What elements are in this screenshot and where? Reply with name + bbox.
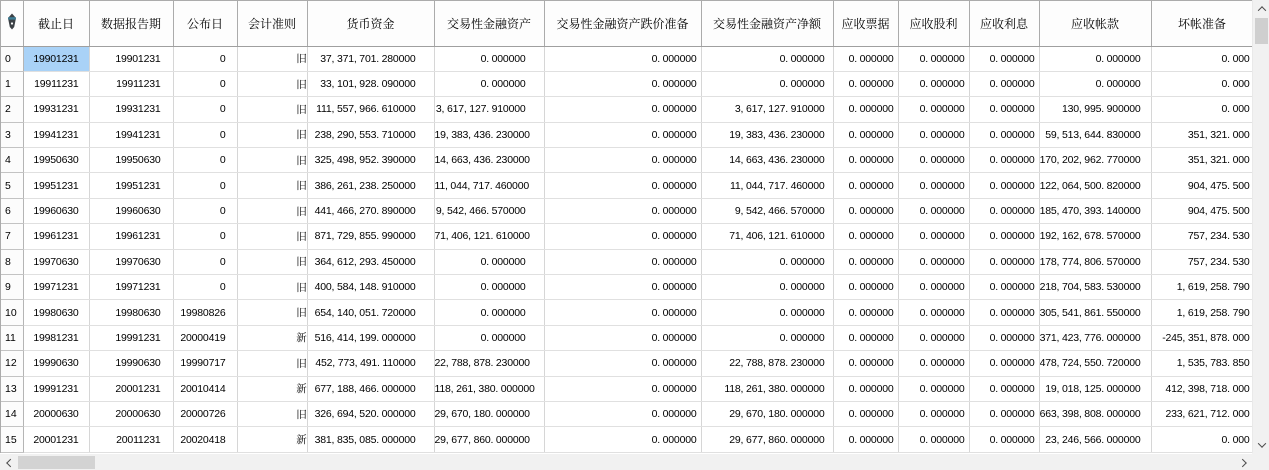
grid-cell[interactable]: 0. 000000 [969,275,1039,300]
grid-cell[interactable]: 0. 000000 [833,122,898,147]
row-header[interactable]: 2 [1,97,23,122]
grid-cell[interactable]: 19981231 [23,325,89,350]
grid-cell[interactable]: 3, 617, 127. 910000 [701,97,833,122]
grid-cell[interactable]: 旧 [237,300,307,325]
grid-cell[interactable]: 0. 000000 [701,249,833,274]
grid-cell[interactable]: 130, 995. 900000 [1039,97,1151,122]
grid-cell[interactable]: 20000726 [173,401,237,426]
row-header[interactable]: 0 [1,46,23,71]
grid-cell[interactable]: 0. 000000 [969,376,1039,401]
table-row [1,148,1252,173]
grid-cell[interactable]: 0. 000000 [833,46,898,71]
grid-cell[interactable]: 0. 000000 [544,224,701,249]
grid-cell[interactable]: 0 [173,148,237,173]
data-table [1,1,1252,453]
grid-cell[interactable]: 0. 000000 [544,148,701,173]
grid-cell[interactable]: 71, 406, 121. 610000 [701,224,833,249]
grid-cell[interactable]: 59, 513, 644. 830000 [1039,122,1151,147]
grid-cell[interactable]: 20000630 [89,401,173,426]
grid-cell[interactable]: 19931231 [23,97,89,122]
grid-cell[interactable]: 旧 [237,122,307,147]
grid-cell[interactable]: 170, 202, 962. 770000 [1039,148,1151,173]
grid-cell[interactable]: 0. 000000 [969,401,1039,426]
grid-cell[interactable]: 19990630 [23,351,89,376]
grid-cell[interactable]: 19950630 [89,148,173,173]
grid-cell[interactable]: 0. 000 [1151,46,1252,71]
row-header[interactable]: 3 [1,122,23,147]
grid-cell[interactable]: 677, 188, 466. 000000 [307,376,434,401]
grid-cell[interactable]: 20001231 [89,376,173,401]
grid-cell[interactable]: 0. 000000 [969,148,1039,173]
grid-cell[interactable]: 20011231 [89,427,173,452]
grid-cell[interactable]: 0. 000000 [969,46,1039,71]
grid-cell[interactable]: 19951231 [23,173,89,198]
grid-cell[interactable]: 0. 000000 [544,275,701,300]
grid-cell[interactable]: 19970630 [23,249,89,274]
table-row [1,173,1252,198]
grid-cell[interactable]: 19971231 [89,275,173,300]
grid-cell[interactable]: 19, 018, 125. 000000 [1039,376,1151,401]
grid-cell[interactable]: 0. 000000 [544,300,701,325]
grid-cell[interactable]: 3, 617, 127. 910000 [434,97,544,122]
grid-cell[interactable]: 441, 466, 270. 890000 [307,198,434,223]
column-header[interactable]: 应收票据 [833,1,898,46]
grid-cell[interactable]: 218, 704, 583. 530000 [1039,275,1151,300]
vertical-scrollbar-thumb[interactable] [1255,18,1268,44]
grid-cell[interactable]: 305, 541, 861. 550000 [1039,300,1151,325]
grid-cell[interactable]: 757, 234. 530 [1151,224,1252,249]
grid-cell[interactable]: 14, 663, 436. 230000 [434,148,544,173]
row-header[interactable]: 9 [1,275,23,300]
grid-cell[interactable]: 0. 000000 [898,224,969,249]
table-row [1,401,1252,426]
grid-cell[interactable]: 20001231 [23,427,89,452]
header-row [1,1,1252,46]
scroll-right-button[interactable] [1235,454,1252,470]
column-header[interactable]: 数据报告期 [89,1,173,46]
column-header[interactable]: 应收股利 [898,1,969,46]
grid-cell[interactable]: 新 [237,376,307,401]
grid-cell[interactable]: 0. 000000 [544,46,701,71]
grid-cell[interactable]: 0 [173,46,237,71]
grid-cell[interactable]: 0. 000000 [701,275,833,300]
column-header[interactable]: 交易性金融资产跌价准备 [544,1,701,46]
grid-cell[interactable]: 351, 321. 000 [1151,122,1252,147]
grid-cell[interactable]: 20000419 [173,325,237,350]
grid-cell[interactable]: 0. 000000 [898,97,969,122]
grid-cell[interactable]: 0 [173,275,237,300]
column-header[interactable]: 货币资金 [307,1,434,46]
grid-cell[interactable]: 0. 000000 [969,325,1039,350]
grid-cell[interactable]: 19990630 [89,351,173,376]
grid-cell[interactable]: 400, 584, 148. 910000 [307,275,434,300]
grid-cell[interactable]: 1, 535, 783. 850 [1151,351,1252,376]
row-header[interactable]: 5 [1,173,23,198]
grid-cell[interactable]: 0. 000000 [544,97,701,122]
grid-cell[interactable]: 326, 694, 520. 000000 [307,401,434,426]
scroll-down-button[interactable] [1253,436,1269,453]
grid-cell[interactable]: 0. 000000 [898,249,969,274]
grid-cell[interactable]: 19911231 [23,71,89,96]
grid-cell[interactable]: 0. 000000 [969,351,1039,376]
grid-cell[interactable]: 旧 [237,97,307,122]
grid-cell[interactable]: 29, 677, 860. 000000 [701,427,833,452]
column-header[interactable]: 截止日 [23,1,89,46]
grid-cell[interactable]: 19990717 [173,351,237,376]
grid-cell[interactable]: 118, 261, 380. 000000 [434,376,544,401]
grid-cell[interactable]: 0. 000000 [833,427,898,452]
grid-cell[interactable]: 0. 000000 [898,300,969,325]
row-header[interactable]: 7 [1,224,23,249]
grid-cell[interactable]: 19960630 [23,198,89,223]
grid-cell[interactable]: 19941231 [23,122,89,147]
grid-cell[interactable]: 0. 000000 [833,97,898,122]
grid-cell[interactable]: 0. 000000 [898,325,969,350]
grid-cell[interactable]: 111, 557, 966. 610000 [307,97,434,122]
table-row [1,71,1252,96]
grid-cell[interactable]: 0. 000000 [833,198,898,223]
grid-cell[interactable]: 9, 542, 466. 570000 [434,198,544,223]
grid-cell[interactable]: 0. 000000 [833,173,898,198]
column-header[interactable]: 交易性金融资产 [434,1,544,46]
pen-icon [6,13,18,33]
grid-cell[interactable]: 新 [237,427,307,452]
grid-cell[interactable]: 0. 000000 [969,122,1039,147]
grid-cell[interactable]: 19, 383, 436. 230000 [434,122,544,147]
grid-cell[interactable]: 0. 000000 [544,198,701,223]
grid-cell[interactable]: 452, 773, 491. 110000 [307,351,434,376]
grid-cell[interactable]: 23, 246, 566. 000000 [1039,427,1151,452]
grid-cell[interactable]: 0. 000000 [833,325,898,350]
grid-cell[interactable]: 9, 542, 466. 570000 [701,198,833,223]
grid-cell[interactable]: 233, 621, 712. 000 [1151,401,1252,426]
grid-cell[interactable]: 0. 000000 [544,122,701,147]
grid-cell[interactable]: 0. 000000 [544,376,701,401]
table-row [1,376,1252,401]
vertical-scrollbar[interactable] [1252,0,1269,453]
grid-cell[interactable]: 0. 000000 [898,198,969,223]
grid-cell[interactable]: 1, 619, 258. 790 [1151,275,1252,300]
grid-cell[interactable]: 19950630 [23,148,89,173]
grid-cell[interactable]: 0. 000000 [969,173,1039,198]
table-row [1,97,1252,122]
grid-cell[interactable]: 0. 000000 [898,148,969,173]
grid-cell[interactable]: 0. 000000 [833,148,898,173]
grid-cell[interactable]: 0. 000000 [544,325,701,350]
grid-cell[interactable]: 412, 398, 718. 000 [1151,376,1252,401]
grid-cell[interactable]: 0. 000000 [898,46,969,71]
grid-cell[interactable]: 0. 000000 [969,249,1039,274]
grid-cell[interactable]: 0. 000000 [898,173,969,198]
grid-cell[interactable]: 0. 000000 [833,224,898,249]
grid-cell[interactable]: 0 [173,71,237,96]
grid-cell[interactable]: 757, 234. 530 [1151,249,1252,274]
grid-cell[interactable]: 旧 [237,249,307,274]
grid-cell[interactable]: 371, 423, 776. 000000 [1039,325,1151,350]
grid-cell[interactable]: 19970630 [89,249,173,274]
column-header[interactable]: 应收利息 [969,1,1039,46]
grid-cell[interactable]: 20010414 [173,376,237,401]
grid-cell[interactable]: 旧 [237,173,307,198]
column-header[interactable]: 交易性金融资产净额 [701,1,833,46]
column-header[interactable]: 坏帐准备 [1151,1,1252,46]
row-header[interactable]: 14 [1,401,23,426]
grid-cell-selected[interactable]: 19901231 [23,46,89,71]
grid-cell[interactable]: 192, 162, 678. 570000 [1039,224,1151,249]
grid-cell[interactable]: 0. 000000 [833,351,898,376]
row-header[interactable]: 8 [1,249,23,274]
grid-cell[interactable]: 178, 774, 806. 570000 [1039,249,1151,274]
grid-cell[interactable]: 0. 000000 [701,300,833,325]
grid-cell[interactable]: 19961231 [23,224,89,249]
grid-cell[interactable]: 0 [173,97,237,122]
grid-cell[interactable]: 0. 000000 [434,300,544,325]
grid-cell[interactable]: 11, 044, 717. 460000 [701,173,833,198]
row-header[interactable]: 13 [1,376,23,401]
grid-cell[interactable]: 旧 [237,46,307,71]
chevron-left-icon [6,458,14,466]
grid-cell[interactable]: 19951231 [89,173,173,198]
grid-cell[interactable]: 871, 729, 855. 990000 [307,224,434,249]
grid-cell[interactable]: 22, 788, 878. 230000 [434,351,544,376]
grid-cell[interactable]: 0. 000000 [544,351,701,376]
grid-cell[interactable]: 185, 470, 393. 140000 [1039,198,1151,223]
grid-cell[interactable]: 旧 [237,351,307,376]
grid-cell[interactable]: 19911231 [89,71,173,96]
grid-cell[interactable]: 19971231 [23,275,89,300]
grid-cell[interactable]: 0. 000 [1151,97,1252,122]
row-header[interactable]: 4 [1,148,23,173]
grid-cell[interactable]: 0. 000000 [833,401,898,426]
grid-cell[interactable]: 22, 788, 878. 230000 [701,351,833,376]
grid-cell[interactable]: 0. 000000 [833,300,898,325]
grid-cell[interactable]: 122, 064, 500. 820000 [1039,173,1151,198]
grid-cell[interactable]: 19941231 [89,122,173,147]
row-header[interactable]: 11 [1,325,23,350]
grid-cell[interactable]: 19961231 [89,224,173,249]
grid-cell[interactable]: 904, 475. 500 [1151,173,1252,198]
grid-cell[interactable]: 19980630 [89,300,173,325]
grid-cell[interactable]: 516, 414, 199. 000000 [307,325,434,350]
grid-cell[interactable]: 20020418 [173,427,237,452]
grid-cell[interactable]: 0. 000000 [898,401,969,426]
grid-cell[interactable]: 663, 398, 808. 000000 [1039,401,1151,426]
grid-cell[interactable]: 71, 406, 121. 610000 [434,224,544,249]
grid-cell[interactable]: 351, 321. 000 [1151,148,1252,173]
grid-cell[interactable]: 19931231 [89,97,173,122]
grid-cell[interactable]: 37, 371, 701. 280000 [307,46,434,71]
grid-cell[interactable]: 19980630 [23,300,89,325]
chevron-down-icon [1257,439,1265,447]
grid-cell[interactable]: 0. 000000 [701,71,833,96]
horizontal-scrollbar[interactable] [0,453,1252,470]
grid-cell[interactable]: 0. 000000 [1039,46,1151,71]
grid-cell[interactable]: 19, 383, 436. 230000 [701,122,833,147]
grid-cell[interactable]: 19901231 [89,46,173,71]
grid-cell[interactable]: 20000630 [23,401,89,426]
grid-cell[interactable]: 旧 [237,71,307,96]
table-row [1,351,1252,376]
column-header[interactable]: 会计准则 [237,1,307,46]
grid-cell[interactable]: 0. 000000 [969,97,1039,122]
table-row [1,275,1252,300]
grid-cell[interactable]: 364, 612, 293. 450000 [307,249,434,274]
grid-cell[interactable]: 0. 000000 [898,351,969,376]
grid-cell[interactable]: 11, 044, 717. 460000 [434,173,544,198]
table-row [1,427,1252,452]
grid-cell[interactable]: 旧 [237,148,307,173]
select-all-corner[interactable] [1,1,23,46]
grid-cell[interactable]: 14, 663, 436. 230000 [701,148,833,173]
grid-cell[interactable]: 0. 000000 [544,173,701,198]
row-header[interactable]: 6 [1,198,23,223]
scroll-left-button[interactable] [0,454,17,470]
grid-cell[interactable]: 0. 000 [1151,71,1252,96]
row-header[interactable]: 12 [1,351,23,376]
grid-cell[interactable]: 0 [173,249,237,274]
grid-cell[interactable]: 0. 000000 [434,46,544,71]
row-header[interactable]: 15 [1,427,23,452]
grid-cell[interactable]: 0. 000000 [434,249,544,274]
grid-cell[interactable]: 0. 000000 [701,325,833,350]
grid-cell[interactable]: 381, 835, 085. 000000 [307,427,434,452]
table-row [1,224,1252,249]
grid-cell[interactable]: 118, 261, 380. 000000 [701,376,833,401]
grid-cell[interactable]: 238, 290, 553. 710000 [307,122,434,147]
grid-cell[interactable]: 0. 000000 [1039,71,1151,96]
grid-cell[interactable]: 0. 000000 [969,224,1039,249]
grid-cell[interactable]: 旧 [237,198,307,223]
grid-cell[interactable]: 0. 000000 [833,71,898,96]
grid-cell[interactable]: 19991231 [89,325,173,350]
grid-cell[interactable]: 29, 670, 180. 000000 [434,401,544,426]
horizontal-scrollbar-thumb[interactable] [18,456,95,469]
chevron-up-icon [1257,6,1265,14]
grid-cell[interactable]: 旧 [237,401,307,426]
grid-cell[interactable]: 19991231 [23,376,89,401]
grid-cell[interactable]: 0. 000000 [544,249,701,274]
grid-cell[interactable]: 0. 000000 [898,376,969,401]
grid-cell[interactable]: 0. 000000 [701,46,833,71]
scrollbar-corner [1252,453,1269,470]
grid-cell[interactable]: 0. 000000 [544,427,701,452]
grid-cell[interactable]: 386, 261, 238. 250000 [307,173,434,198]
grid-cell[interactable]: 0. 000000 [969,300,1039,325]
table-row [1,300,1252,325]
column-header[interactable]: 应收帐款 [1039,1,1151,46]
grid-cell[interactable]: 0. 000000 [969,198,1039,223]
chevron-right-icon [1238,458,1246,466]
grid-cell[interactable]: 654, 140, 051. 720000 [307,300,434,325]
grid-cell[interactable]: 19960630 [89,198,173,223]
grid-cell[interactable]: 0. 000000 [898,275,969,300]
grid-cell[interactable]: 旧 [237,275,307,300]
row-header[interactable]: 1 [1,71,23,96]
column-header[interactable]: 公布日 [173,1,237,46]
grid-cell[interactable]: 新 [237,325,307,350]
grid-cell[interactable]: 0. 000000 [434,325,544,350]
grid-cell[interactable]: 0. 000000 [898,122,969,147]
grid-cell[interactable]: -245, 351, 878. 000 [1151,325,1252,350]
grid-cell[interactable]: 0. 000000 [833,376,898,401]
grid-cell[interactable]: 478, 724, 550. 720000 [1039,351,1151,376]
grid-cell[interactable]: 旧 [237,224,307,249]
table-row [1,122,1252,147]
table-row [1,198,1252,223]
grid-cell[interactable]: 0. 000000 [833,275,898,300]
table-row [1,46,1252,71]
table-row [1,325,1252,350]
grid-cell[interactable]: 0. 000000 [898,71,969,96]
grid-cell[interactable]: 0 [173,198,237,223]
grid-cell[interactable]: 904, 475. 500 [1151,198,1252,223]
grid-cell[interactable]: 0 [173,224,237,249]
grid-cell[interactable]: 0. 000 [1151,427,1252,452]
grid-cell[interactable]: 0. 000000 [434,275,544,300]
grid-cell[interactable]: 0. 000000 [544,401,701,426]
grid-cell[interactable]: 29, 670, 180. 000000 [701,401,833,426]
grid-cell[interactable]: 0. 000000 [898,427,969,452]
row-header[interactable]: 10 [1,300,23,325]
grid-cell[interactable]: 325, 498, 952. 390000 [307,148,434,173]
grid-cell[interactable]: 29, 677, 860. 000000 [434,427,544,452]
scroll-up-button[interactable] [1253,0,1269,17]
grid-cell[interactable]: 0. 000000 [969,427,1039,452]
grid-cell[interactable]: 0. 000000 [833,249,898,274]
grid-cell[interactable]: 19980826 [173,300,237,325]
grid-cell[interactable]: 33, 101, 928. 090000 [307,71,434,96]
grid-cell[interactable]: 1, 619, 258. 790 [1151,300,1252,325]
grid-cell[interactable]: 0 [173,173,237,198]
table-row [1,249,1252,274]
grid-cell[interactable]: 0 [173,122,237,147]
grid-cell[interactable]: 0. 000000 [544,71,701,96]
grid-cell[interactable]: 0. 000000 [434,71,544,96]
grid-cell[interactable]: 0. 000000 [969,71,1039,96]
